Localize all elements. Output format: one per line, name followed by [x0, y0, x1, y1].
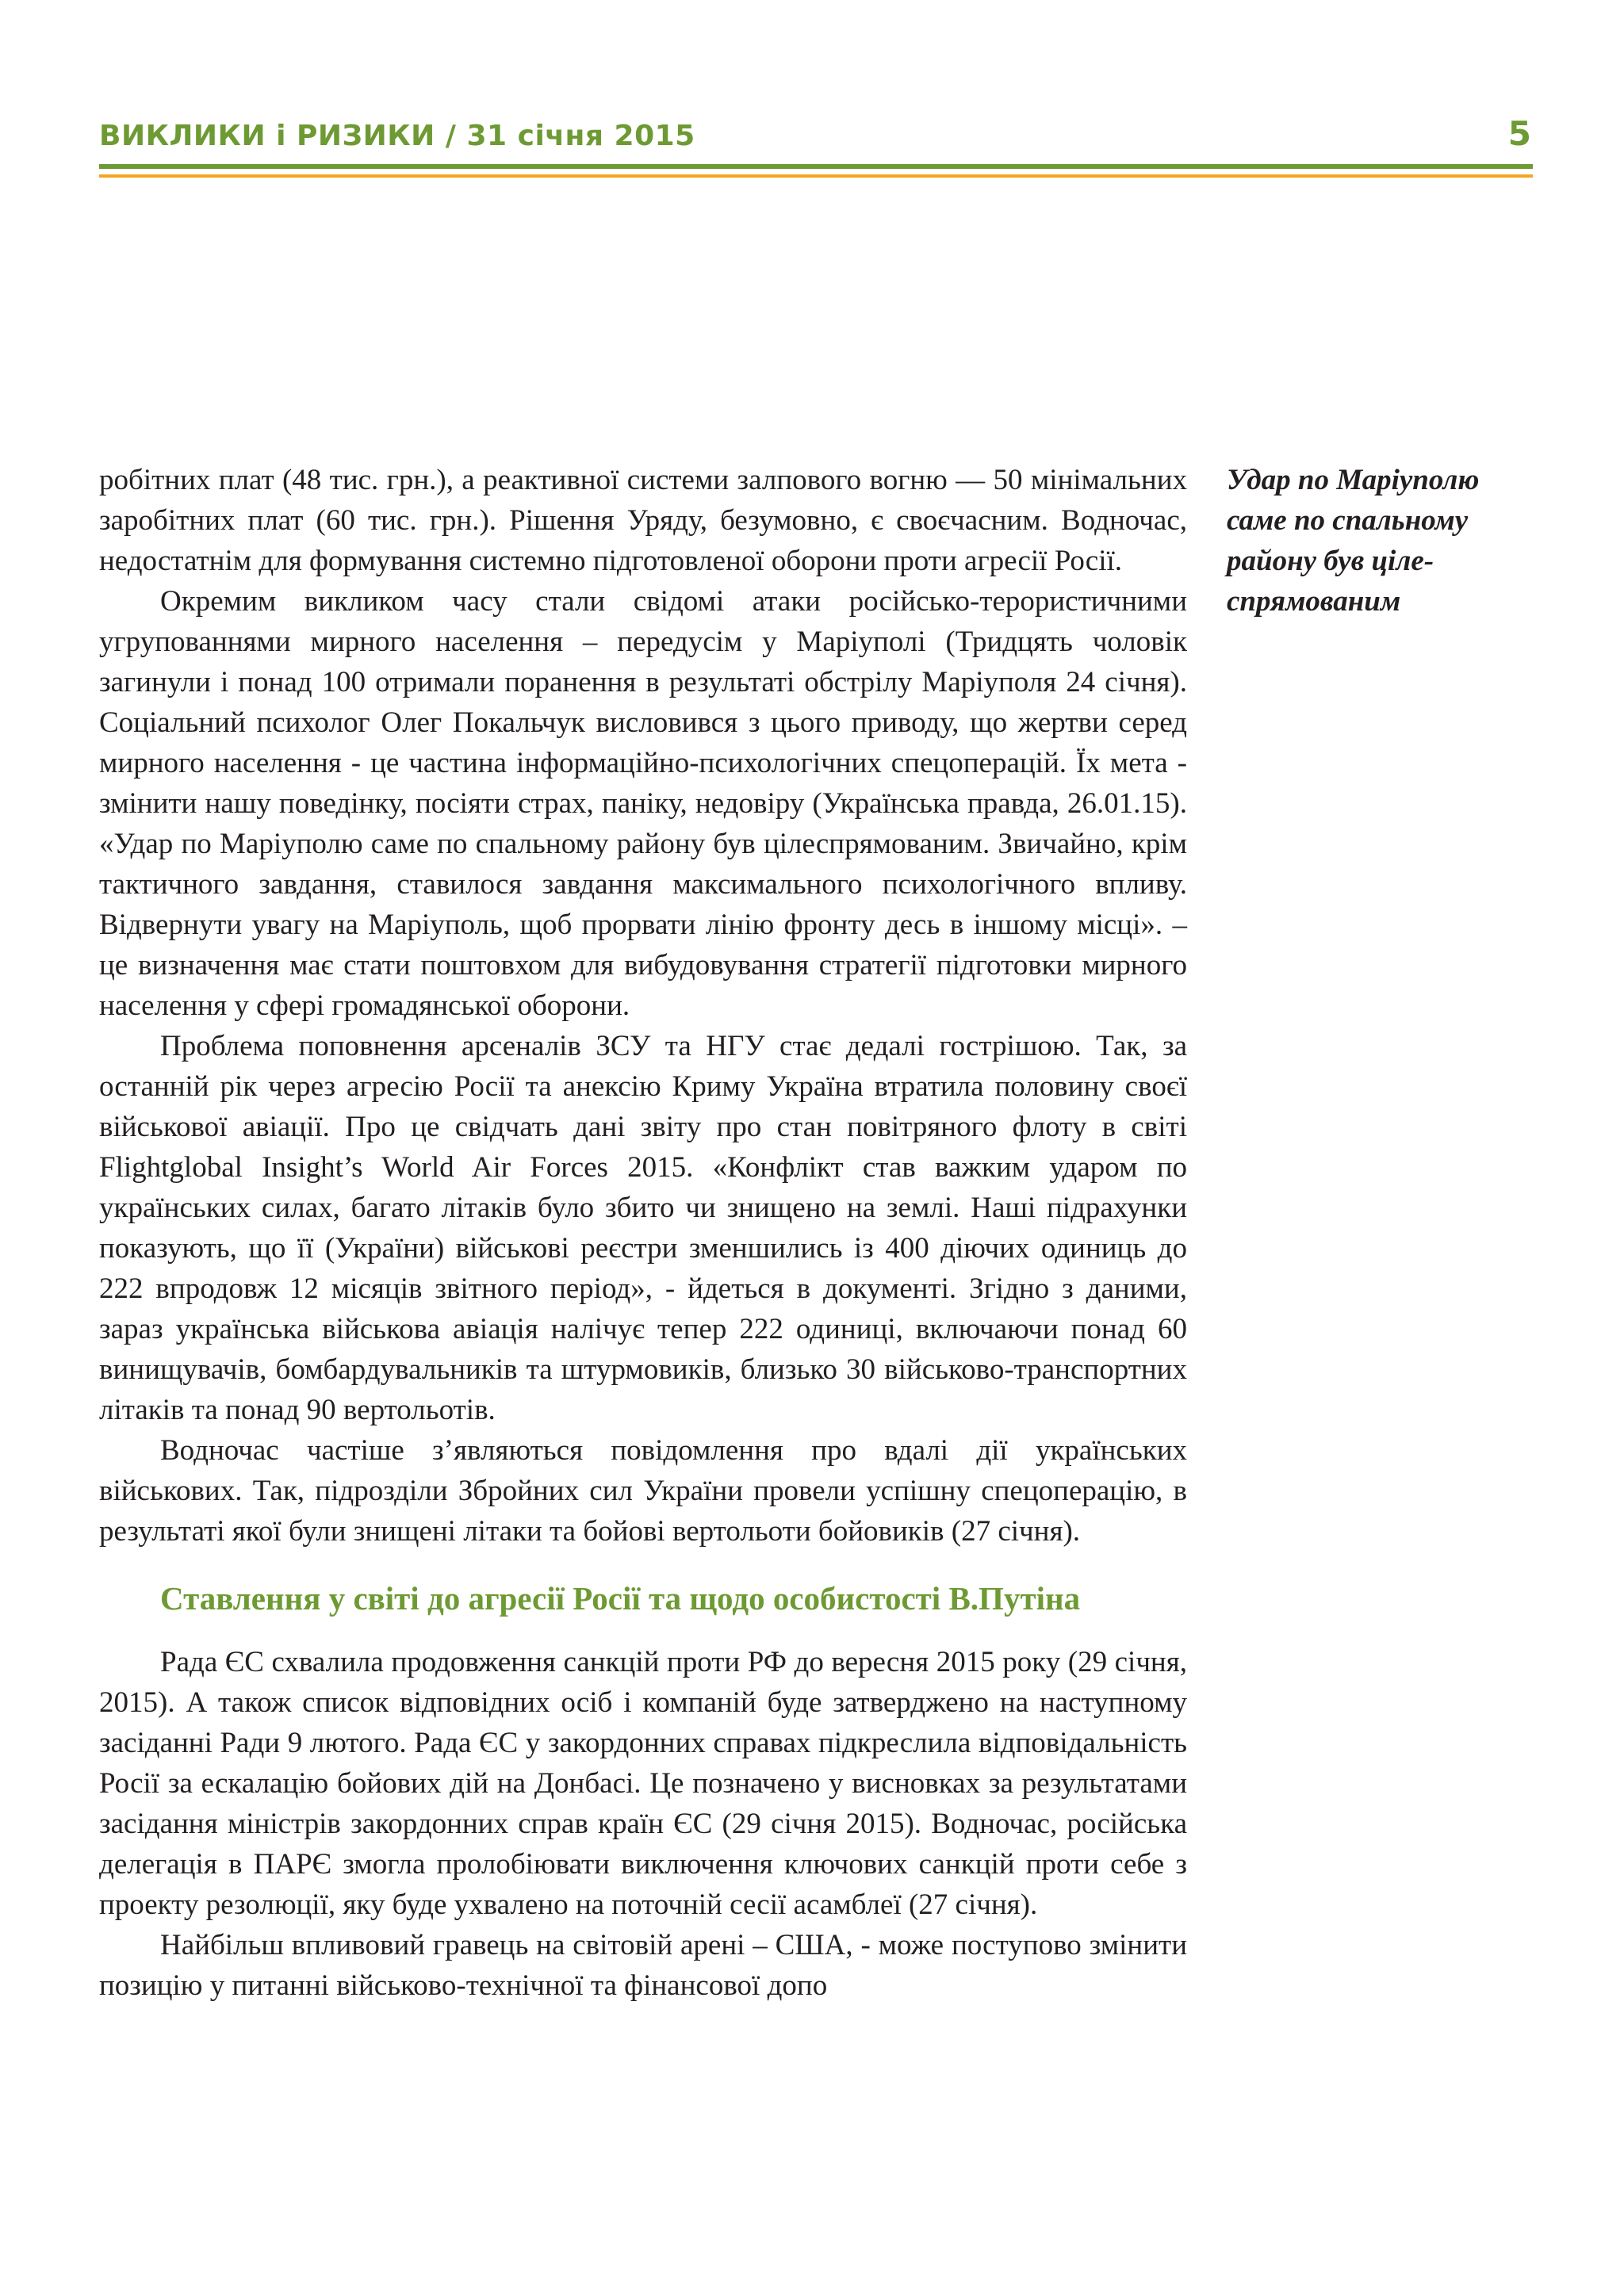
body-paragraph: Водночас частіше з’являються повідомлення про вдалі дії українських військових. Так, підрозділи Збройних сил України провели успішну спецоперацію, в результаті якої були знищені літаки та бойові вертольоти бойовиків (27 січня).: [99, 1434, 1187, 1548]
pull-quote-line: району був ціле-: [1227, 545, 1434, 577]
main-text-column: [99, 460, 1187, 2006]
header-rule-orange: [99, 174, 1533, 178]
body-paragraph: Окремим викликом часу стали свідомі атаки російсько-терористичними угрупованнями мирного населення – передусім у Маріуполі (Тридцять чоловік загинули і понад 100 отримали поранення в результаті обстрілу Маріуполя 24 січня). Соціальний психолог Олег Покальчук висловився з цього приводу, що жертви серед мирного населення - це частина інформаційно-психологічних спецоперацій. Їх мета - змінити нашу поведінку, посіяти страх, паніку, недовіру (Українська правда, 26.01.15). «Удар по Маріуполю саме по спальному району був цілеспрямованим. Звичайно, крім тактичного завдання, ставилося завдання максимального психологічного впливу. Відвернути увагу на Маріуполь, щоб прорвати лінію фронту десь в іншому місці». – це визначення має стати поштовхом для вибудовування стратегії підготовки мирного населення у сфері громадянської оборони.: [99, 585, 1187, 1022]
margin-pull-quote: [1227, 460, 1536, 622]
running-header: ВИКЛИКИ і РИЗИКИ / 31 січня 2015: [99, 120, 695, 152]
body-paragraph: робітних плат (48 тис. грн.), а реактивної системи залпового вогню — 50 мінімальних заробітних плат (60 тис. грн.). Рішення Уряду, безумовно, є своєчасним. Водночас, недостатнім для формування системно підготовленої оборони проти агресії Росії.: [99, 464, 1187, 577]
page-number: 5: [1507, 114, 1531, 153]
body-paragraph: Проблема поповнення арсеналів ЗСУ та НГУ стає дедалі гострішою. Так, за останній рік через агресію Росії та анексію Криму Україна втратила половину своєї військової авіації. Про це свідчать дані звіту про стан повітряного флоту в світі Flightglobal Insight’s World Air Forces 2015. «Конфлікт став важким ударом по українських силах, багато літаків було збито чи знищено на землі. Наші підрахунки показують, що її (України) військові реєстри зменшились із 400 діючих одиниць до 222 впродовж 12 місяців звітного період», - йдеться в документі. Згідно з даними, зараз українська військова авіація налічує тепер 222 одиниці, включаючи понад 60 винищувачів, бомбардувальників та штурмовиків, близько 30 військово-транспортних літаків та понад 90 вертольотів.: [99, 1030, 1187, 1426]
section-heading: Ставлення у світі до агресії Росії та щодо особистості В.Путіна: [160, 1580, 1081, 1617]
body-paragraph: Найбільш впливовий гравець на світовій арені – США, - може поступово змінити позицію у питанні військово-технічної та фінансової допо: [99, 1929, 1187, 2002]
pull-quote-line: саме по спальному: [1227, 504, 1469, 537]
body-paragraph: Рада ЄС схвалила продовження санкцій проти РФ до вересня 2015 року (29 січня, 2015). А також список відповідних осіб і компаній буде затверджено на наступному засіданні Ради 9 лютого. Рада ЄС у закордонних справах підкреслила відповідальність Росії за ескалацію бойових дій на Донбасі. Це позначено у висновках за результатами засідання міністрів закордонних справ країн ЄС (29 січня 2015). Водночас, російська делегація в ПАРЄ змогла пролобіювати виключення ключових санкцій проти себе з проекту резолюції, яку буде ухвалено на поточній сесії асамблеї (27 січня).: [99, 1646, 1187, 1921]
pull-quote-line: спрямованим: [1227, 585, 1401, 618]
pull-quote-line: Удар по Маріуполю: [1227, 464, 1480, 496]
header-rule-green: [99, 164, 1533, 169]
